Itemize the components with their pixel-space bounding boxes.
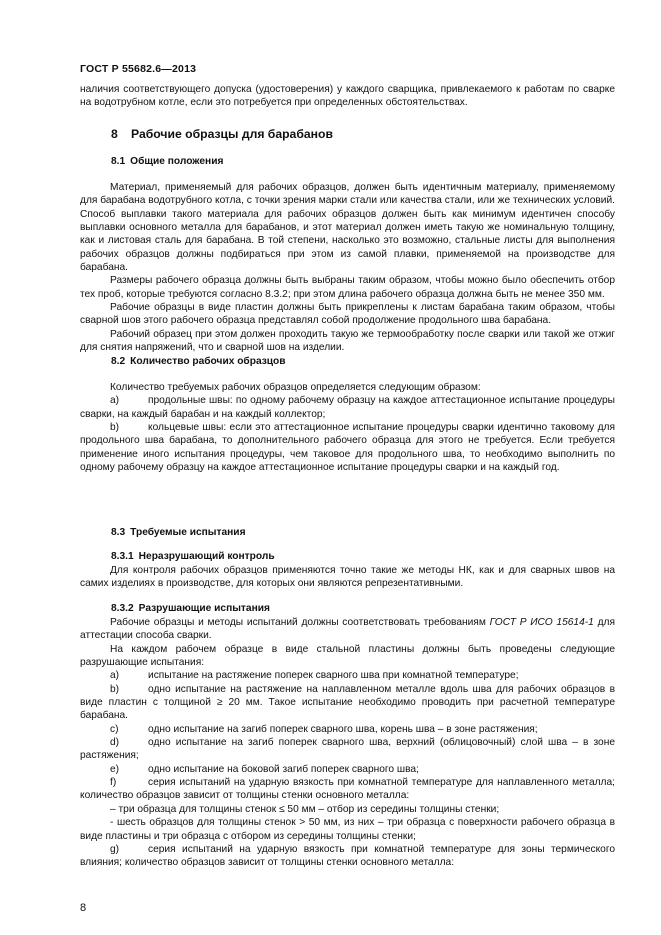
standard-reference: ГОСТ Р ИСО 15614-1 — [489, 617, 594, 628]
list-item: b) одно испытание на растяжение на наплавленном металле вдоль шва для рабочих образцов в виде пластин с толщиной ≥ 20 мм. Такое испытание необходимо проводить при расчетной температуре барабана. — [80, 683, 615, 722]
list-item: b) кольцевые швы: если это аттестационное испытание процедуры сварки идентично таковому для продольного шва барабана, то дополнительного рабочего образца для этого не требуется. Если требуется применение иного испытания процедуры, чем таковое для продольного шва, то необходимо выполнить по одному рабочему образцу на каждое аттестационное испытание процедуры сварки и на каждый год. — [80, 422, 615, 474]
section-8-3-2-heading: 8.3.2 Разрушающие испытания — [111, 603, 270, 614]
intro-paragraph: наличия соответствующего допуска (удостоверения) у каждого сварщика, привлекаемого к работам по сварке на водотрубном котле, если это потребуется при определенных обстоятельствах. — [80, 84, 615, 109]
section-8-3-2-body — [80, 616, 615, 870]
paragraph: Рабочие образцы и методы испытаний должны соответствовать требованиям ГОСТ Р ИСО 15614-1 для аттестации способа сварки. — [80, 617, 615, 642]
document-header: ГОСТ Р 55682.6—2013 — [80, 63, 197, 75]
list-item: a) продольные швы: по одному рабочему образцу на каждое аттестационное испытание процедуры сварки, на каждый барабан и на каждый коллектор; — [80, 395, 615, 420]
paragraph: Рабочий образец при этом должен проходить такую же термообработку после сварки или такой же отжиг для снятия напряжений, что и сварной шов на изделии. — [80, 328, 615, 354]
section-8-2-body — [80, 381, 615, 474]
paragraph: На каждом рабочем образце в виде стальной пластины должны быть проведены следующие разрушающие испытания: — [80, 643, 615, 669]
paragraph: Размеры рабочего образца должны быть выбраны таким образом, чтобы можно было обеспечить отбор тех проб, которые требуются согласно 8.3.2; при этом длина рабочего образца должна быть не менее 350 мм. — [80, 275, 615, 300]
page-number: 8 — [80, 902, 87, 914]
dash-item: - шесть образцов для толщины стенок > 50 мм, из них – три образца с поверхности рабочего образца в виде пластины и три образца с отбором из середины толщины стенки; — [80, 817, 615, 842]
section-8-3-heading: 8.3 Требуемые испытания — [111, 527, 246, 538]
section-8-2-heading: 8.2 Количество рабочих образцов — [111, 356, 286, 367]
list-item: e) одно испытание на боковой загиб поперек сварного шва; — [110, 763, 419, 775]
list-item: a) испытание на растяжение поперек сварного шва при комнатной температуре; — [110, 670, 519, 682]
list-item: c) одно испытание на загиб поперек сварного шва, корень шва – в зоне растяжения; — [110, 723, 538, 735]
section-8-3-1-heading: 8.3.1 Неразрушающий контроль — [111, 551, 275, 562]
list-item: g) серия испытаний на ударную вязкость при комнатной температуре для зоны термического влияния; количество образцов зависит от толщины стенки основного металла: — [80, 843, 615, 869]
section-8-heading: 8 Рабочие образцы для барабанов — [111, 127, 333, 141]
list-item: d) одно испытание на загиб поперек сварного шва, верхний (облицовочный) слой шва – в зоне растяжения; — [80, 737, 615, 762]
paragraph: Рабочие образцы в виде пластин должны быть прикреплены к листам барабана таким образом, чтобы сварной шов этого рабочего образца представлял собой продолжение продольного шва барабана. — [80, 302, 615, 327]
section-8-1-heading: 8.1 Общие положения — [111, 156, 224, 167]
paragraph: Материал, применяемый для рабочих образцов, должен быть идентичным материалу, применяемому для барабана водотрубного котла, с точки зрения марки стали или качества стали, или же технических условий. Способ выплавки такого материала для рабочих образцов должен быть как минимум идентичен способу выплавки основного металла для барабанов, и этот материал должен иметь такую же номинальную толщину, как и листовая сталь для барабана. В той степени, насколько это возможно, стальные листы для выполнения рабочих образцов должны подбираться при этом из самой плавки, применяемой на производстве для барабана. — [80, 182, 615, 274]
paragraph: Для контроля рабочих образцов применяются точно такие же методы НК, как и для сварных швов на самих изделиях в производстве, для которых они являются репрезентативными. — [80, 565, 615, 590]
list-item: f) серия испытаний на ударную вязкость при комнатной температуре для наплавленного металла; количество образцов зависит от толщины стенки основного металла: — [80, 777, 615, 802]
section-8-3-1-body — [80, 564, 615, 591]
paragraph: Количество требуемых рабочих образцов определяется следующим образом: — [110, 382, 481, 393]
dash-item: – три образца для толщины стенок ≤ 50 мм – отбор из середины толщины стенки; — [110, 803, 500, 815]
section-8-1-body — [80, 181, 615, 354]
